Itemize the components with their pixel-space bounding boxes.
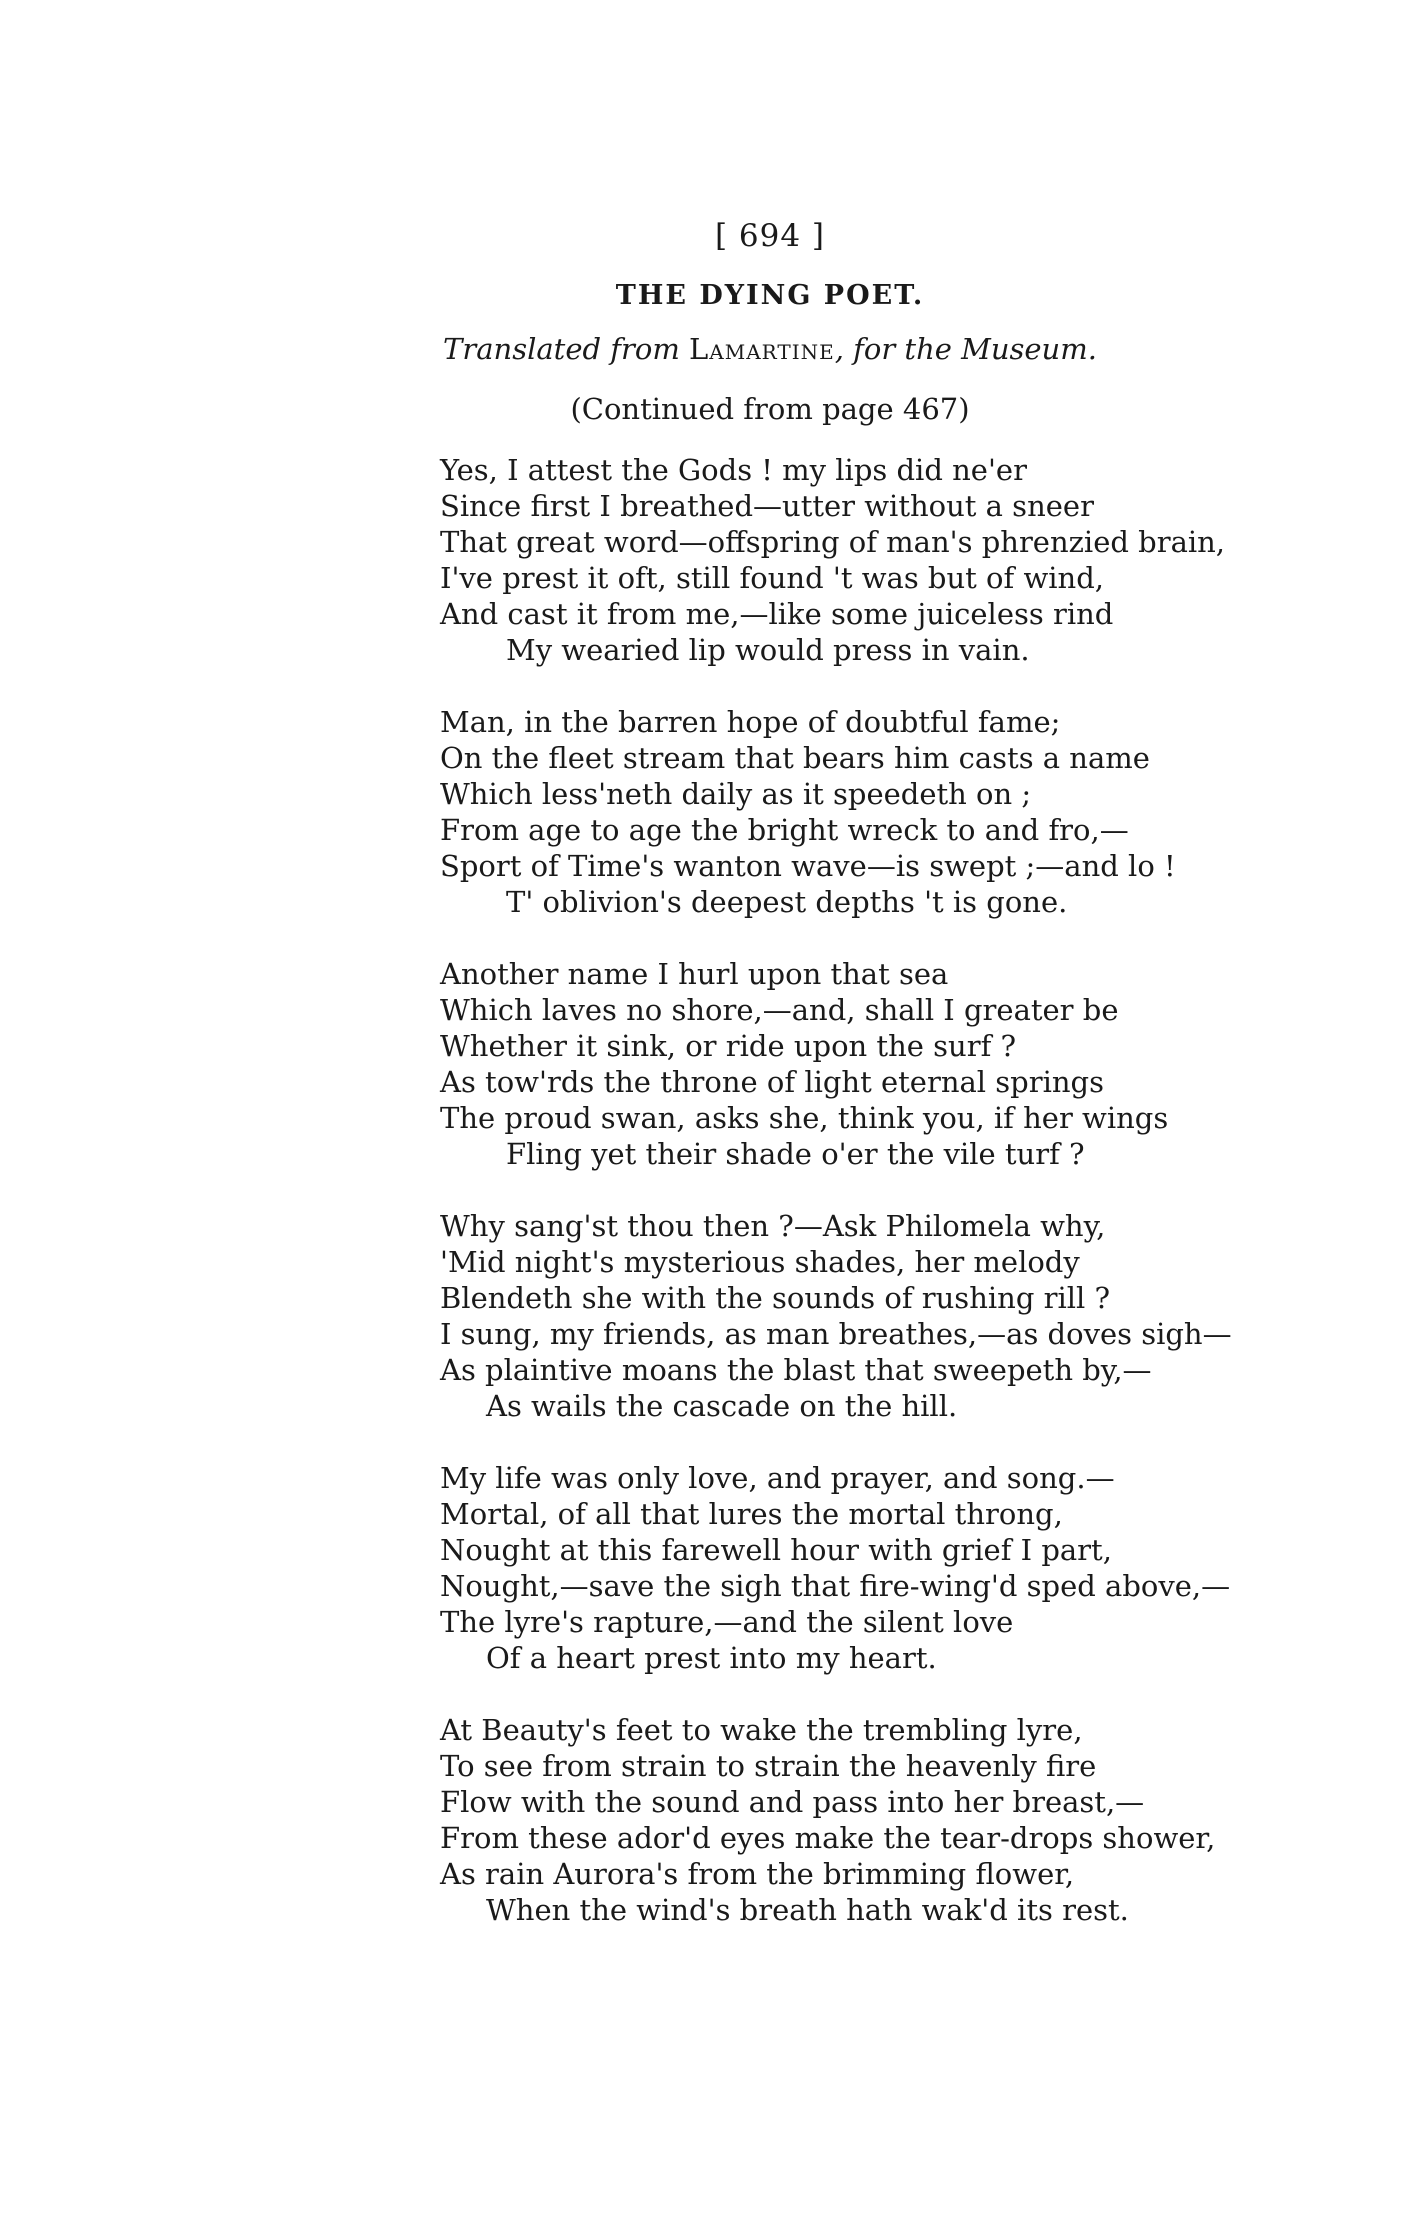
poem-line: As rain Aurora's from the brimming flower, bbox=[440, 1857, 1075, 1891]
poem-line: Nought at this farewell hour with grief I part, bbox=[440, 1533, 1112, 1567]
stanza-1 bbox=[440, 452, 1240, 668]
poem-line: I sung, my friends, as man breathes,—as doves sigh— bbox=[440, 1317, 1232, 1351]
poem-line: Sport of Time's wanton wave—is swept ;—and lo ! bbox=[440, 849, 1176, 883]
poem-line: I've prest it oft, still found 't was but of wind, bbox=[440, 561, 1105, 595]
poem-line: Blendeth she with the sounds of rushing rill ? bbox=[440, 1281, 1111, 1315]
poem-line: When the wind's breath hath wak'd its rest. bbox=[486, 1893, 1129, 1927]
poem-line: The lyre's rapture,—and the silent love bbox=[440, 1605, 1014, 1639]
poem-line: Which less'neth daily as it speedeth on ; bbox=[440, 777, 1032, 811]
poem-line: At Beauty's feet to wake the trembling lyre, bbox=[440, 1713, 1083, 1747]
poem-line: Flow with the sound and pass into her breast,— bbox=[440, 1785, 1145, 1819]
poem-line: Mortal, of all that lures the mortal throng, bbox=[440, 1497, 1063, 1531]
poem-line: 'Mid night's mysterious shades, her melody bbox=[440, 1245, 1080, 1279]
poem-line: The proud swan, asks she, think you, if her wings bbox=[440, 1101, 1169, 1135]
poem-line: Which laves no shore,—and, shall I greater be bbox=[440, 993, 1119, 1027]
poem-subtitle bbox=[0, 332, 1408, 366]
poem-line: Since first I breathed—utter without a sneer bbox=[440, 489, 1094, 523]
poem-line: As plaintive moans the blast that sweepeth by,— bbox=[440, 1353, 1152, 1387]
poem-line: On the fleet stream that bears him casts a name bbox=[440, 741, 1150, 775]
poem-line: My life was only love, and prayer, and song.— bbox=[440, 1461, 1115, 1495]
poem-line: Another name I hurl upon that sea bbox=[440, 957, 949, 991]
poem-title: THE DYING POET. bbox=[615, 280, 925, 311]
poem-line: Whether it sink, or ride upon the surf ? bbox=[440, 1029, 1017, 1063]
continued-note: (Continued from page 467) bbox=[570, 392, 970, 426]
stanza-4 bbox=[440, 1208, 1240, 1424]
page-number: [ 694 ] bbox=[714, 218, 826, 254]
stanza-2 bbox=[440, 704, 1240, 920]
poem-line: T' oblivion's deepest depths 't is gone. bbox=[506, 885, 1068, 919]
poem-line: That great word—offspring of man's phrenzied brain, bbox=[440, 525, 1226, 559]
stanza-3 bbox=[440, 956, 1240, 1172]
poem-line: Man, in the barren hope of doubtful fame; bbox=[440, 705, 1061, 739]
poem-line: From age to age the bright wreck to and fro,— bbox=[440, 813, 1129, 847]
stanza-6 bbox=[440, 1712, 1240, 1928]
poem-line: From these ador'd eyes make the tear-drops shower, bbox=[440, 1821, 1216, 1855]
subtitle-author: Lamartine bbox=[689, 332, 835, 366]
poem-line: Nought,—save the sigh that fire-wing'd sped above,— bbox=[440, 1569, 1231, 1603]
poem-line: As tow'rds the throne of light eternal springs bbox=[440, 1065, 1104, 1099]
poem-line: Of a heart prest into my heart. bbox=[486, 1641, 937, 1675]
stanza-5 bbox=[440, 1460, 1240, 1676]
poem-line: To see from strain to strain the heavenly fire bbox=[440, 1749, 1097, 1783]
poem-line: Yes, I attest the Gods ! my lips did ne'er bbox=[440, 453, 1027, 487]
poem-body bbox=[440, 452, 1240, 1964]
poem-line: Fling yet their shade o'er the vile turf ? bbox=[506, 1137, 1085, 1171]
poem-line: Why sang'st thou then ?—Ask Philomela why, bbox=[440, 1209, 1106, 1243]
subtitle-prefix: Translated from bbox=[443, 332, 690, 366]
poem-line: My wearied lip would press in vain. bbox=[506, 633, 1030, 667]
subtitle-suffix: , for the Museum. bbox=[834, 332, 1097, 366]
poem-line: As wails the cascade on the hill. bbox=[486, 1389, 958, 1423]
poem-line: And cast it from me,—like some juiceless rind bbox=[440, 597, 1114, 631]
